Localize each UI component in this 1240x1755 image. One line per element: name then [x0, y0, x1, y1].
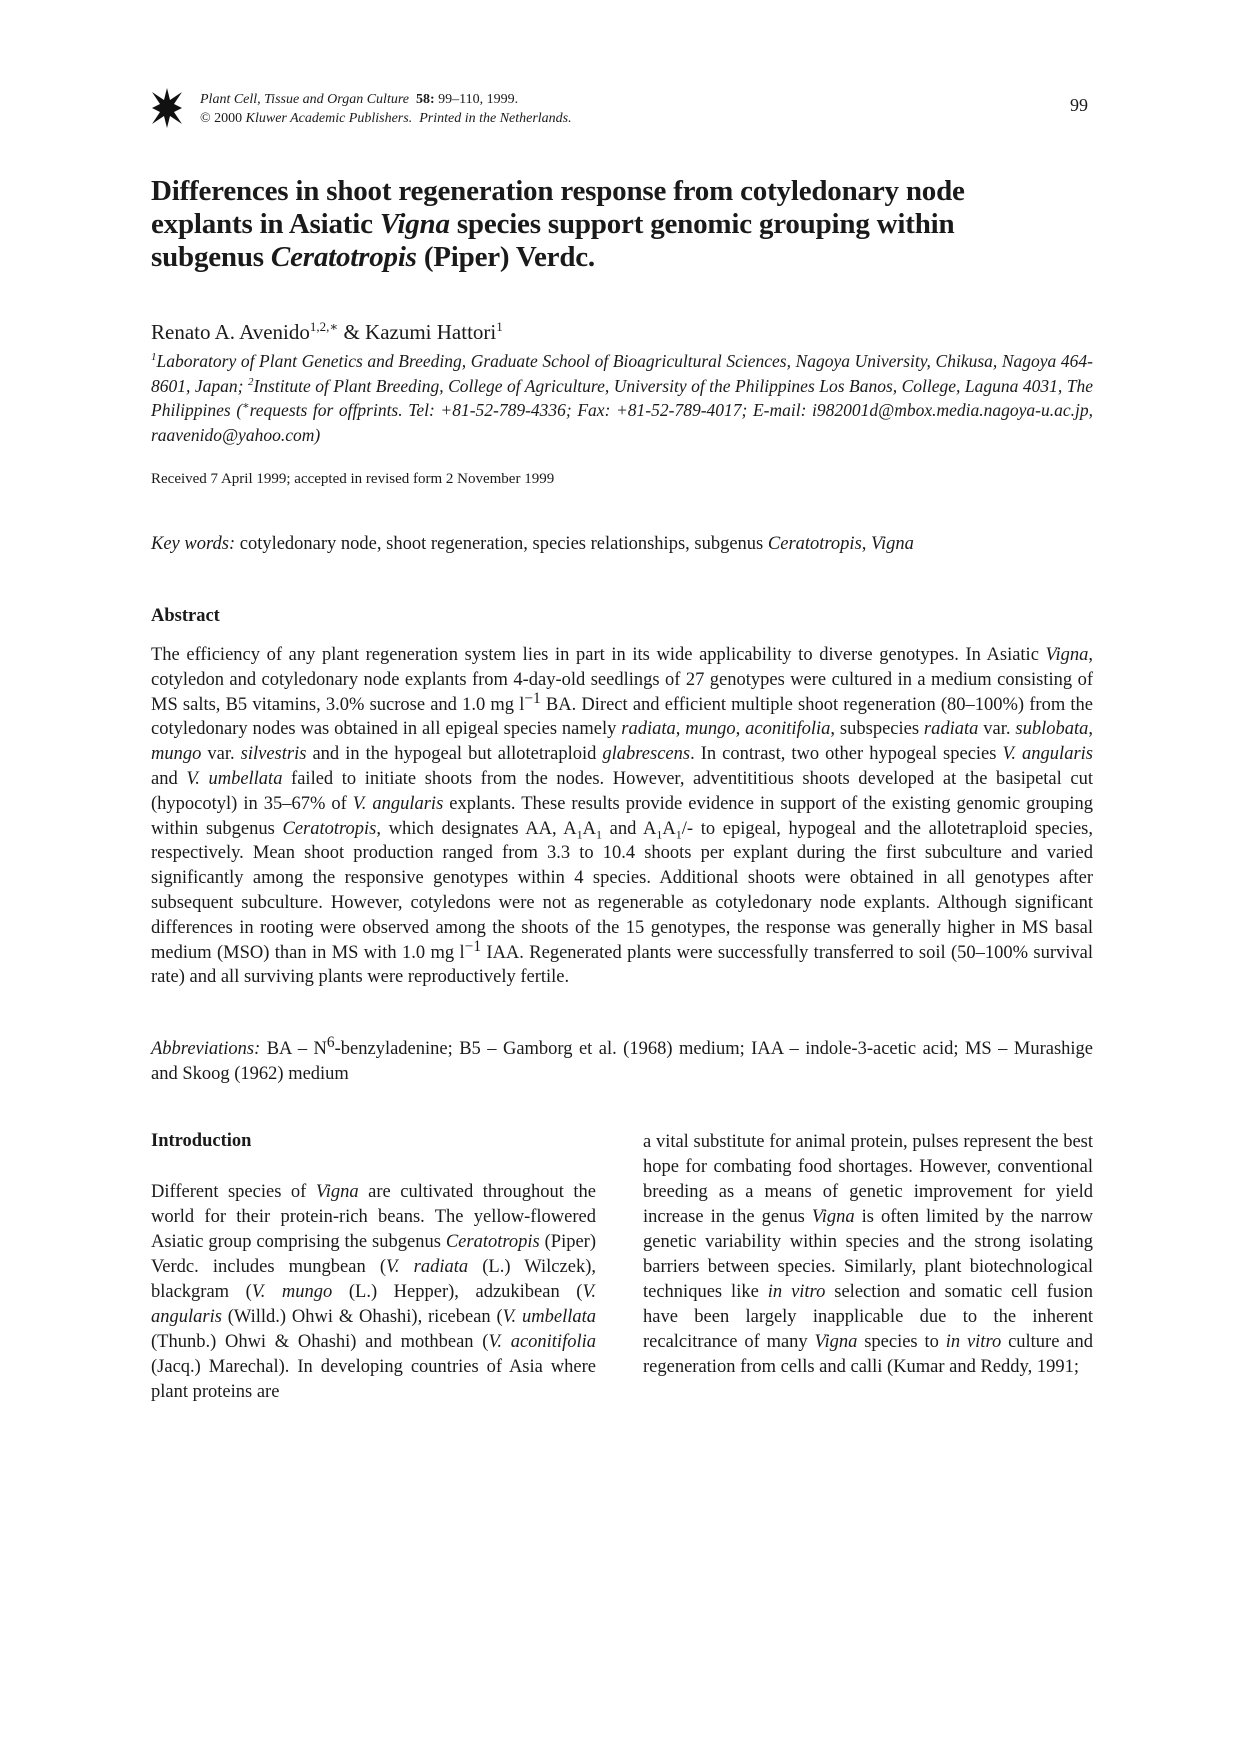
paper-title: Differences in shoot regeneration response from cotyledonary node explants in Asiatic Vigna species support genomic grouping within subgenus Ceratotropis (Piper) Verdc. — [151, 175, 965, 273]
publisher-logo-icon — [150, 86, 184, 130]
author-affiliations: $^1$Laboratory of Plant Genetics and Breeding, Graduate School of Bioagricultural Sciences, Nagoya University, Chikusa, Nagoya 464-8601, Japan; $^2$Institute of Plant Breeding, College of Agriculture, University of the Philippines Los Banos, College, Laguna 4031, The Philippines (∗requests for offprints. Tel: +81-52-789-4336; Fax: +81-52-789-4017; E-mail: i982001d@mbox.media.nagoya-u.ac.jp, raavenido@yahoo.com) — [151, 351, 1093, 445]
abstract-text: The efficiency of any plant regeneration system lies in part in its wide applicability to diverse genotypes. In Asiatic Vigna, cotyledon and cotyledonary node explants from 4-day-old seedlings of 27 genotypes were cultured in a medium consisting of MS salts, B5 vitamins, 3.0% sucrose and 1.0 mg $l^{-1}$ BA. Direct and efficient multiple shoot regeneration (80–100%) from the cotyledonary nodes was obtained in all epigeal species namely radiata, mungo, aconitifolia, subspecies radiata var. sublobata, mungo var. silvestris and in the hypogeal but allotetraploid glabrescens. In contrast, two other hypogeal species V. angularis and V. umbellata failed to initiate shoots from the nodes. However, adventititious shoots developed at the basipetal cut (hypocotyl) in 35–67% of V. angularis explants. These results provide evidence in support of the existing genomic grouping within subgenus Ceratotropis, which designates AA, $A_1A_1$ and $A_1A_1/-$ to epigeal, hypogeal and the allotetraploid species, respectively. Mean shoot production ranged from 3.3 to 10.4 shoots per explant during the first subculture and varied significantly among the responsive genotypes within 4 species. Additional shoots were obtained in all genotypes after subsequent subculture. However, cotyledons were not as regenerable as cotyledonary node explants. Although significant differences in rooting were observed among the shoots of the 15 genotypes, the response was generally higher in MS basal medium (MSO) than in MS with 1.0 mg $l^{-1}$ IAA. Regenerated plants were successfully transferred to soil (50–100% survival rate) and all surviving plants were reproductively fertile. — [151, 645, 1094, 988]
journal-citation — [200, 90, 572, 128]
author-list: Renato A. Avenido$^{1,2,∗}$ & Kazumi Hattori$^1$ — [151, 319, 503, 344]
journal-line-2: © 2000 Kluwer Academic Publishers. Printed in the Netherlands. — [200, 111, 572, 126]
introduction-heading: Introduction — [151, 1131, 252, 1151]
page-number: 99 — [1070, 95, 1088, 115]
abbreviations: Abbreviations: BA – $N^6$-benzyladenine; B5 – Gamborg et al. (1968) medium; IAA – indole-3-acetic acid; MS – Murashige and Skoog (1962) medium — [151, 1033, 1093, 1084]
received-dates: Received 7 April 1999; accepted in revised form 2 November 1999 — [151, 471, 555, 487]
journal-line-1: Plant Cell, Tissue and Organ Culture 58: 99–110, 1999. — [200, 92, 519, 107]
abstract-heading: Abstract — [151, 606, 220, 626]
keywords: Key words: cotyledonary node, shoot regeneration, species relationships, subgenus Ceratotropis, Vigna — [151, 534, 914, 554]
introduction-left-column: Different species of Vigna are cultivated throughout the world for their protein-rich beans. The yellow-flowered Asiatic group comprising the subgenus Ceratotropis (Piper) Verdc. includes mungbean (V. radiata (L.) Wilczek), blackgram (V. mungo (L.) Hepper), adzukibean (V. angularis (Willd.) Ohwi & Ohashi), ricebean (V. umbellata (Thunb.) Ohwi & Ohashi) and mothbean (V. aconitifolia (Jacq.) Marechal). In developing countries of Asia where plant proteins are — [151, 1182, 597, 1402]
introduction-right-column: a vital substitute for animal protein, pulses represent the best hope for combating food shortages. However, conventional breeding as a means of genetic improvement for yield increase in the genus Vigna is often limited by the narrow genetic variability within species and the strong isolating barriers between species. Similarly, plant biotechnological techniques like in vitro selection and somatic cell fusion have been largely inapplicable due to the inherent recalcitrance of many Vigna species to in vitro culture and regeneration from cells and calli (Kumar and Reddy, 1991; — [643, 1132, 1093, 1377]
